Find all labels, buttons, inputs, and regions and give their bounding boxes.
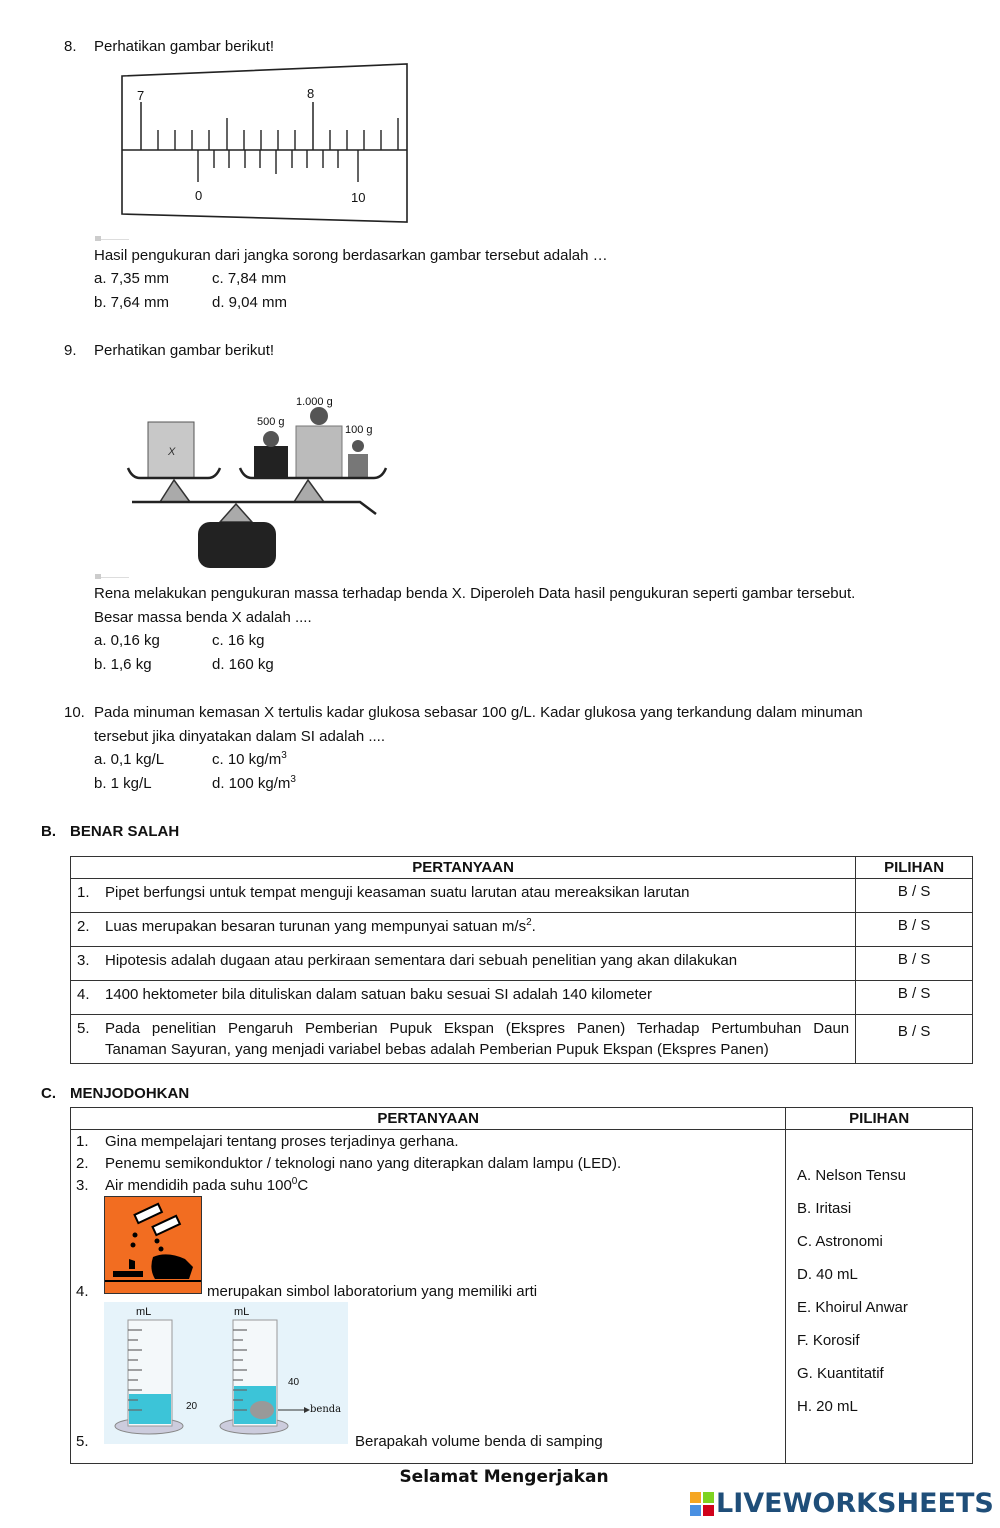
statement-cell [71,913,856,947]
vernier-label-0: 0 [195,188,203,203]
choice-cell[interactable]: B / S [856,981,973,1015]
q8-option-d[interactable]: d. 9,04 mm [212,294,288,311]
choice-h[interactable]: H. 20 mL [797,1398,858,1415]
graduated-cylinder-figure [104,1302,348,1444]
liveworksheets-brand: LIVEWORKSHEETS [716,1488,994,1519]
statement-number: 2. [77,918,90,935]
vernier-caliper-drawing [118,62,410,226]
statement-text: Luas merupakan besaran turunan yang mempunyai satuan m/s [105,918,527,935]
q10-option-b[interactable]: b. 1 kg/L [94,775,152,792]
matching-item-3 [76,1175,89,1197]
statement-text-line2: Tanaman Sayuran, yang menjadi variabel bebas adalah Pemberian Pupuk Ekspan (Ekspres Panen) [105,1041,769,1058]
q10-option-c-text: c. 10 kg/m [212,751,282,768]
cylinder-label-40: 40 [288,1377,300,1388]
matching-item-5-text: Berapakah volume benda di samping [355,1433,603,1450]
mass-label-100: 100 g [345,424,373,436]
q9-option-d[interactable]: d. 160 kg [212,656,274,673]
choice-b[interactable]: B. Iritasi [797,1200,852,1217]
true-false-table [70,856,973,1064]
statement-text: Pipet berfungsi untuk tempat menguji keasaman suatu larutan atau mereaksikan larutan [105,884,690,901]
graduated-cylinder-drawing [104,1302,348,1444]
table-header-row [71,1108,973,1130]
logo-drawing [690,1492,714,1516]
q8-option-b[interactable]: b. 7,64 mm [94,294,170,311]
table-row [71,1015,973,1064]
item-number: 2. [76,1155,89,1172]
q9-option-a[interactable]: a. 0,16 kg [94,632,160,649]
choice-c[interactable]: C. Astronomi [797,1233,883,1250]
q9-question-line2: Besar massa benda X adalah .... [94,609,312,626]
item-number: 3. [76,1177,89,1194]
corrosive-symbol-drawing [105,1197,201,1293]
statement-number: 3. [77,952,90,969]
liveworksheets-logo-icon [690,1492,714,1516]
q10-line1: Pada minuman kemasan X tertulis kadar glukosa sebasar 100 g/L. Kadar glukosa yang terkandung dalam minuman [94,704,863,721]
choice-a[interactable]: A. Nelson Tensu [797,1167,906,1184]
table-row [71,981,973,1015]
q10-option-d[interactable] [212,775,296,792]
statement-number: 4. [77,986,90,1003]
choice-cell[interactable]: B / S [856,913,973,947]
matching-item-1 [76,1131,89,1153]
main-scale-label-8: 8 [307,86,315,101]
header-choice: PILIHAN [786,1108,973,1130]
vernier-label-10: 10 [351,190,366,205]
table-row [71,913,973,947]
header-choice: PILIHAN [856,857,973,879]
statement-cell [71,1015,856,1064]
section-c-title: MENJODOHKAN [70,1085,190,1102]
matching-item-5 [76,1431,89,1453]
balance-scale-figure [120,384,390,570]
q9-option-b[interactable]: b. 1,6 kg [94,656,152,673]
matching-item-2-text: Penemu semikonduktor / teknologi nano yang diterapkan dalam lampu (LED). [105,1155,622,1172]
table-header-row [71,857,973,879]
caption-line [101,577,129,578]
item-3-exponent: 0 [291,1176,298,1187]
mass-label-500: 500 g [257,416,285,428]
mass-label-1000: 1.000 g [296,396,333,408]
q9-option-c[interactable]: c. 16 kg [212,632,265,649]
q8-prompt: Perhatikan gambar berikut! [94,38,275,55]
item-number: 1. [76,1133,89,1150]
section-b-letter: B. [41,823,56,840]
header-question: PERTANYAAN [71,857,856,879]
q9-prompt: Perhatikan gambar berikut! [94,342,275,359]
matching-item-1-text: Gina mempelajari tentang proses terjadinya gerhana. [105,1133,459,1150]
matching-item-4-text: merupakan simbol laboratorium yang memiliki arti [207,1283,538,1300]
q8-option-a[interactable]: a. 7,35 mm [94,270,170,287]
q10-option-c[interactable] [212,751,287,768]
q10-option-d-text: d. 100 kg/m [212,775,291,792]
statement-cell [71,879,856,913]
q10-option-d-exponent: 3 [290,774,296,785]
choice-e[interactable]: E. Khoirul Anwar [797,1299,908,1316]
statement-text: 1400 hektometer bila dituliskan dalam satuan baku sesuai SI adalah 140 kilometer [105,986,653,1003]
caption-line [101,239,129,240]
statement-text: Hipotesis adalah dugaan atau perkiraan sementara dari sebuah penelitian yang akan dilakukan [105,952,738,969]
balance-scale-drawing [120,384,390,570]
statement-number: 1. [77,884,90,901]
corrosive-symbol-icon [104,1196,202,1294]
item-3-tail: C [297,1177,309,1194]
choice-f[interactable]: F. Korosif [797,1332,860,1349]
cylinder-unit-left: mL [136,1306,152,1318]
table-row [71,879,973,913]
statement-number: 5. [77,1020,90,1037]
matching-item-4 [76,1281,89,1303]
choice-cell[interactable]: B / S [856,1015,973,1064]
choice-g[interactable]: G. Kuantitatif [797,1365,884,1382]
closing-text: Selamat Mengerjakan [399,1467,609,1487]
q9-number: 9. [64,342,77,359]
q10-line2: tersebut jika dinyatakan dalam SI adalah .... [94,728,386,745]
statement-exponent: 2 [526,917,532,928]
statement-text-line1: Pada penelitian Pengaruh Pemberian Pupuk Ekspan (Ekspres Panen) Terhadap Pertumbuhan Daun [105,1020,850,1037]
cylinder-label-20: 20 [186,1401,198,1412]
q8-question: Hasil pengukuran dari jangka sorong berdasarkan gambar tersebut adalah … [94,247,608,264]
q10-option-c-exponent: 3 [281,750,287,761]
cylinder-label-benda: benda [310,1404,342,1415]
q10-number: 10. [64,704,85,721]
matching-item-2 [76,1153,89,1175]
q9-question-line1: Rena melakukan pengukuran massa terhadap benda X. Diperoleh Data hasil pengukuran seperti gambar tersebut. [94,585,856,602]
item-number: 5. [76,1433,89,1450]
q8-number: 8. [64,38,77,55]
header-question: PERTANYAAN [71,1108,786,1130]
statement-cell [71,981,856,1015]
q8-option-c[interactable]: c. 7,84 mm [212,270,287,287]
choice-cell[interactable]: B / S [856,879,973,913]
q10-option-a[interactable]: a. 0,1 kg/L [94,751,165,768]
choice-cell[interactable]: B / S [856,947,973,981]
section-c-letter: C. [41,1085,56,1102]
section-b-title: BENAR SALAH [70,823,180,840]
statement-cell [71,947,856,981]
item-number: 4. [76,1283,89,1300]
statement-tail: . [531,918,536,935]
choice-d[interactable]: D. 40 mL [797,1266,858,1283]
matching-item-3-text [105,1175,308,1197]
main-scale-label-7: 7 [137,88,145,103]
item-3-text: Air mendidih pada suhu 100 [105,1177,292,1194]
object-x-label: X [168,446,176,458]
cylinder-unit-right: mL [234,1306,250,1318]
table-row [71,947,973,981]
vernier-caliper-figure [118,62,410,226]
